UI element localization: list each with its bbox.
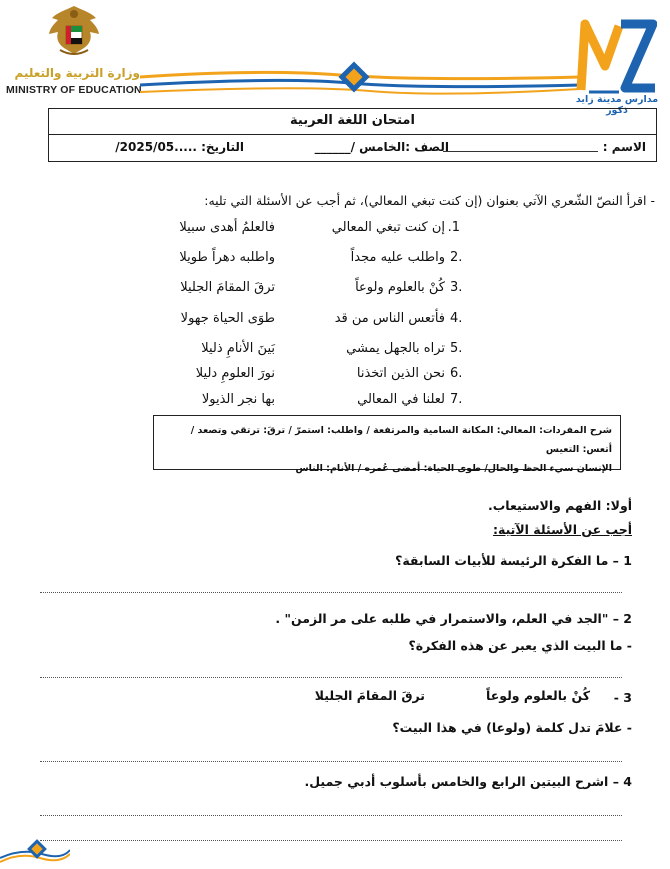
date-label: التاريخ: .....2025/05/ (115, 140, 244, 154)
verse-number: 1. (447, 220, 460, 235)
question-3-verse-first: كُنْ بالعلوم ولوعاً (486, 688, 590, 703)
verse-number: 3. (450, 280, 463, 295)
verse-number: 6. (450, 366, 463, 381)
answer-line[interactable] (40, 677, 622, 678)
glossary-line: شرح المفردات: المعالي: المكانة السامية والمرتفعة / واطلب: استمرّ / ترقَ: ترتقي وتصعد / أتعس: التعيس (190, 425, 612, 455)
verse-first-hemistich: كُنْ بالعلوم ولوعاً (355, 280, 445, 295)
exam-title: امتحان اللغة العربية (290, 113, 415, 128)
reading-instruction: - اقرأ النصّ الشّعري الآتي بعنوان (إن كنت تبغي المعالي)، ثم أجب عن الأسئلة التي تليه: (204, 193, 655, 208)
student-name-field[interactable] (443, 151, 598, 152)
header-decorative-wave (140, 55, 580, 110)
student-name-label: الاسم : (602, 140, 646, 154)
school-logo-icon (575, 6, 657, 98)
ministry-name-english: MINISTRY OF EDUCATION (6, 84, 142, 96)
verse-second-hemistich: ترقَ المقامَ الجليلا (180, 280, 275, 295)
answer-line[interactable] (40, 815, 622, 816)
verse-first-hemistich: نحن الذين اتخذنا (356, 366, 445, 381)
question-2: 2 – "الجد في العلم، والاستمرار في طلبه على مر الزمن" . (275, 611, 632, 626)
exam-info-box (48, 108, 657, 162)
verse-second-hemistich: فالعلمُ أهدى سبيلا (179, 220, 275, 235)
info-divider (49, 134, 656, 135)
verse-first-hemistich: فأتعس الناس من قد (334, 311, 445, 326)
question-3-number: 3 - (613, 690, 632, 705)
school-name: مدارس مدينة زايد ذكور (575, 94, 659, 116)
class-label: الصف :الخامس /______ (314, 140, 449, 154)
section-heading: أولا: الفهم والاستيعاب. (487, 498, 632, 513)
answer-line[interactable] (40, 761, 622, 762)
verse-number: 7. (450, 392, 463, 407)
verse-second-hemistich: طوَى الحياة جهولا (180, 311, 275, 326)
question-3-verse-second: ترقَ المقامَ الجليلا (314, 688, 425, 703)
question-4: 4 – اشرح البيتين الرابع والخامس بأسلوب أدبي جميل. (304, 774, 632, 789)
verse-second-hemistich: بها نجر الذيولا (201, 392, 275, 407)
glossary-line: الإنسان سيء الحظ والحال/ طوى الحياة: أمضى عُمره / الأنام: الناس (295, 463, 612, 474)
uae-emblem-icon (44, 2, 104, 60)
verse-first-hemistich: لعلنا في المعالي (357, 392, 445, 407)
verse-first-hemistich: واطلب عليه مجداً (350, 250, 445, 265)
ministry-name-arabic: وزارة التربية والتعليم (14, 66, 140, 80)
verse-number: 2. (450, 250, 463, 265)
answer-line[interactable] (40, 592, 622, 593)
verse-second-hemistich: بَينَ الأنامِ ذليلا (201, 341, 275, 356)
question-1: 1 – ما الفكرة الرئيسة للأبيات السابقة؟ (395, 553, 632, 568)
footer-wave-logo-icon (0, 828, 70, 865)
verse-first-hemistich: إن كنت تبغي المعالي (331, 220, 445, 235)
verse-number: 5. (450, 341, 463, 356)
question-2-prompt: - ما البيت الذي يعبر عن هذه الفكرة؟ (408, 638, 632, 653)
answer-line[interactable] (40, 840, 622, 841)
verse-second-hemistich: واطلبه دهراً طويلا (179, 250, 275, 265)
vocabulary-glossary-box (153, 415, 621, 474)
verse-number: 4. (450, 311, 463, 326)
verse-first-hemistich: تراه بالجهل يمشي (346, 341, 445, 356)
verse-second-hemistich: نورَ العلومِ دليلا (195, 366, 275, 381)
section-subheading: أجب عن الأسئلة الآتية: (492, 522, 632, 537)
question-3-prompt: - علامَ تدل كلمة (ولوعا) في هذا البيت؟ (392, 720, 632, 735)
